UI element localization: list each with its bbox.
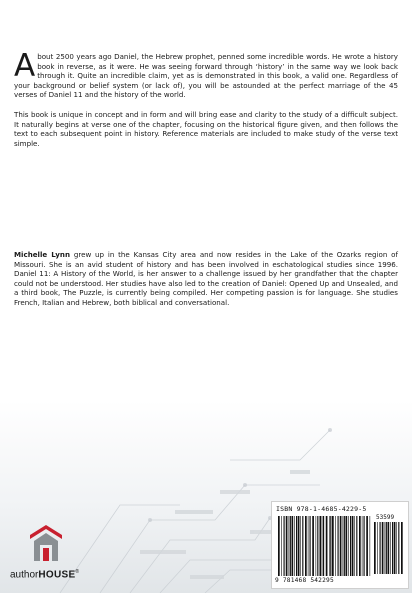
blurb-paragraph-2: This book is unique in concept and in form and will bring ease and clarity to the study of a difficult subject. It naturally begins at verse one of the chapter, focusing on the historical figure given, and then follows the text to each subsequent point in history. Reference materials are included to make study of the verse text simple. (14, 109, 398, 148)
author-bio (14, 250, 398, 308)
barcode-bar-31 (348, 516, 349, 576)
barcode-bar-3 (382, 522, 384, 574)
barcode-bar-25 (335, 516, 336, 576)
barcode-bar-10 (396, 522, 397, 574)
barcode-bar-24 (332, 516, 334, 576)
barcode-bar-4 (289, 516, 290, 576)
barcode-bar-12 (305, 516, 307, 576)
barcode-bar-23 (330, 516, 331, 576)
barcode-bar-7 (390, 522, 391, 574)
price-barcode-bars (374, 522, 404, 574)
barcode-bar-28 (343, 516, 344, 576)
barcode-bar-0 (374, 522, 376, 574)
authorhouse-logo-icon (28, 523, 64, 563)
barcode-bar-6 (292, 516, 294, 576)
barcode-bar-11 (398, 522, 399, 574)
drop-cap-letter: A (14, 48, 36, 84)
barcode-bar-0 (278, 516, 280, 576)
barcode-bar-29 (344, 516, 345, 576)
barcode-bar-30 (346, 516, 348, 576)
ean-barcode-bars (278, 516, 372, 576)
barcode-bar-27 (340, 516, 342, 576)
publisher-name (10, 569, 79, 580)
price-code: 53599 (376, 514, 395, 521)
barcode-bar-7 (294, 516, 295, 576)
barcode-bar-35 (356, 516, 357, 576)
barcode-bar-22 (329, 516, 330, 576)
barcode-bar-32 (350, 516, 351, 576)
barcode-bar-1 (377, 522, 378, 574)
barcode-bar-34 (354, 516, 355, 576)
barcode-bar-19 (322, 516, 323, 576)
barcode-bar-37 (362, 516, 363, 576)
barcode-bar-16 (316, 516, 317, 576)
authorhouse-logo (8, 523, 100, 585)
barcode-bar-18 (320, 516, 322, 576)
barcode-bar-17 (317, 516, 318, 576)
barcode-bar-14 (310, 516, 311, 576)
publisher-name-part2: HOUSE (38, 569, 76, 581)
blurb-paragraph-1 (14, 48, 398, 100)
barcode-bar-3 (286, 516, 288, 576)
blurb-paragraph-1-text: bout 2500 years ago Daniel, the Hebrew prophet, penned some incredible words. He wrote a history book in reverse, as it were. He was seeing forward through ‘history’ in the same way we look back through it. Quite an incredible claim, yet as is demonstrated in this book, a valid one. Regardless of your background or belief system (or lack of), you will be astounded at the perfect marriage of the 45 verses of Daniel 11 and the history of the world. (14, 52, 398, 100)
book-blurb (14, 48, 398, 148)
barcode-bar-26 (338, 516, 339, 576)
barcode-bar-15 (312, 516, 314, 576)
barcode-bar-4 (385, 522, 386, 574)
barcode-bar-8 (296, 516, 297, 576)
barcode-bar-36 (359, 516, 361, 576)
barcode-bar-38 (364, 516, 365, 576)
barcode-bar-33 (352, 516, 354, 576)
barcode-bar-11 (302, 516, 303, 576)
isbn-label: ISBN 978-1-4685-4229-5 (276, 505, 367, 513)
barcode-bar-21 (326, 516, 328, 576)
barcode-bar-39 (366, 516, 368, 576)
barcode-bar-5 (386, 522, 387, 574)
barcode-bar-20 (323, 516, 324, 576)
barcode-bar-13 (308, 516, 309, 576)
barcode-bar-9 (394, 522, 396, 574)
barcode-bar-9 (298, 516, 300, 576)
barcode-bar-2 (284, 516, 285, 576)
author-name: Michelle Lynn (14, 250, 71, 259)
barcode-bar-1 (281, 516, 282, 576)
registered-mark: ® (75, 569, 80, 575)
publisher-name-part1: author (10, 569, 39, 581)
barcode-bar-8 (392, 522, 393, 574)
author-bio-text: grew up in the Kansas City area and now resides in the Lake of the Ozarks region of Missouri. She is an avid student of history and has been involved in eschatological studies since 1996. Daniel 11: A History of the World, is her answer to a challenge issued by her grandfather that the chapter could not be understood. Her studies have also led to the creation of Daniel: Opened Up and Unsealed, and a third book, The Puzzle, is currently being compiled. Her competing passion is for language. She studies French, Italian and Hebrew, both biblical and conversational. (14, 250, 398, 307)
barcode-bar-5 (290, 516, 291, 576)
ean-digits: 9 781468 542295 (275, 577, 334, 584)
barcode-bar-12 (401, 522, 403, 574)
barcode-bar-10 (300, 516, 301, 576)
barcode-bar-40 (370, 516, 371, 576)
barcode-bar-6 (388, 522, 390, 574)
isbn-barcode (271, 501, 409, 589)
barcode-bar-2 (380, 522, 381, 574)
